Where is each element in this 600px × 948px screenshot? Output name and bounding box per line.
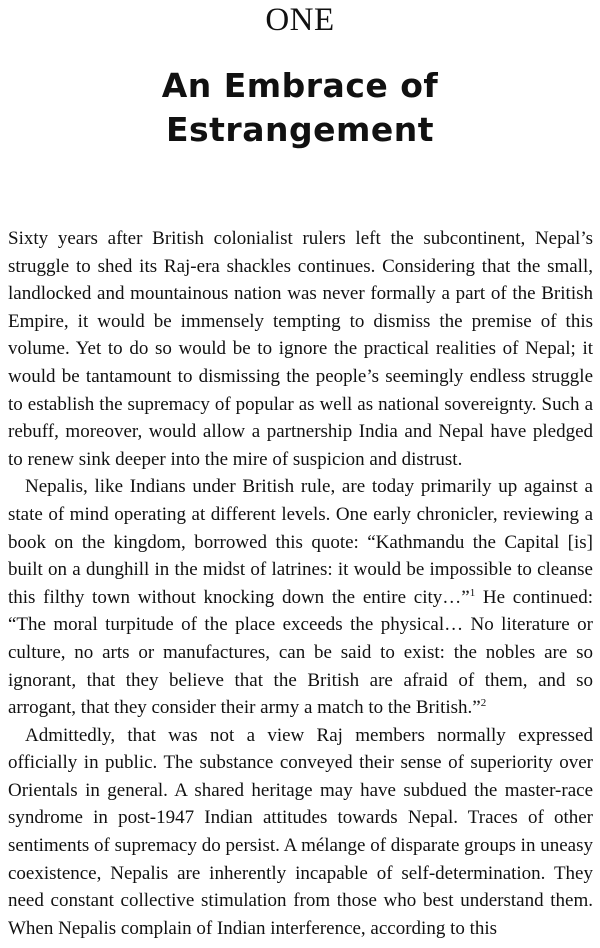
chapter-title-line-1: An Embrace of (161, 66, 439, 105)
paragraph-1: Sixty years after British colonialist rulers left the subcontinent, Nepal’s struggle to shed its Raj-era shackles continues. Considering that the small, landlocked and mountainous nation was never formally a part of the British Empire, it would be immensely tempting to dismiss the premise of this volume. Yet to do so would be to ignore the practical realities of Nepal; it would be tantamount to dismissing the people’s seemingly endless struggle to establish the supremacy of popular as well as national sovereignty. Such a rebuff, moreover, would allow a partnership India and Nepal have pledged to renew sink deeper into the mire of suspicion and distrust. (8, 228, 593, 470)
body-text (8, 225, 593, 942)
paragraph-3: Admittedly, that was not a view Raj members normally expressed officially in public. The substance conveyed their sense of superiority over Orientals in general. A shared heritage may have subdued the master-race syndrome in post-1947 Indian attitudes towards Nepal. Traces of other sentiments of supremacy do persist. A mélange of disparate groups in uneasy coexistence, Nepalis are inherently incapable of self-determination. They need constant collective stimulation from those who best understand them. When Nepalis complain of Indian interference, according to this (8, 724, 593, 939)
footnote-ref-1[interactable]: 1 (469, 586, 476, 599)
paragraph-2-part-a: Nepalis, like Indians under British rule, are today primarily up against a state of mind operating at different levels. One early chronicler, reviewing a book on the kingdom, borrowed this quote: “Kathmandu the Capital [is] built on a dunghill in the midst of latrines: it would be impossible to cleanse this filthy town without knocking down the entire city…” (8, 476, 593, 608)
paragraph-2 (8, 473, 593, 721)
chapter-number: ONE (265, 2, 335, 38)
paragraph-2-part-b: He continued: “The moral turpitude of the place exceeds the physical… No literature or culture, no arts or manufactures, can be said to exist: the nobles are so ignorant, that they believe that the British are afraid of them, and so arrogant, that they consider their army a match to the British.” (8, 586, 594, 719)
footnote-ref-2[interactable]: 2 (480, 697, 487, 710)
chapter-title-line-2: Estrangement (165, 110, 435, 149)
chapter-title (0, 64, 600, 152)
